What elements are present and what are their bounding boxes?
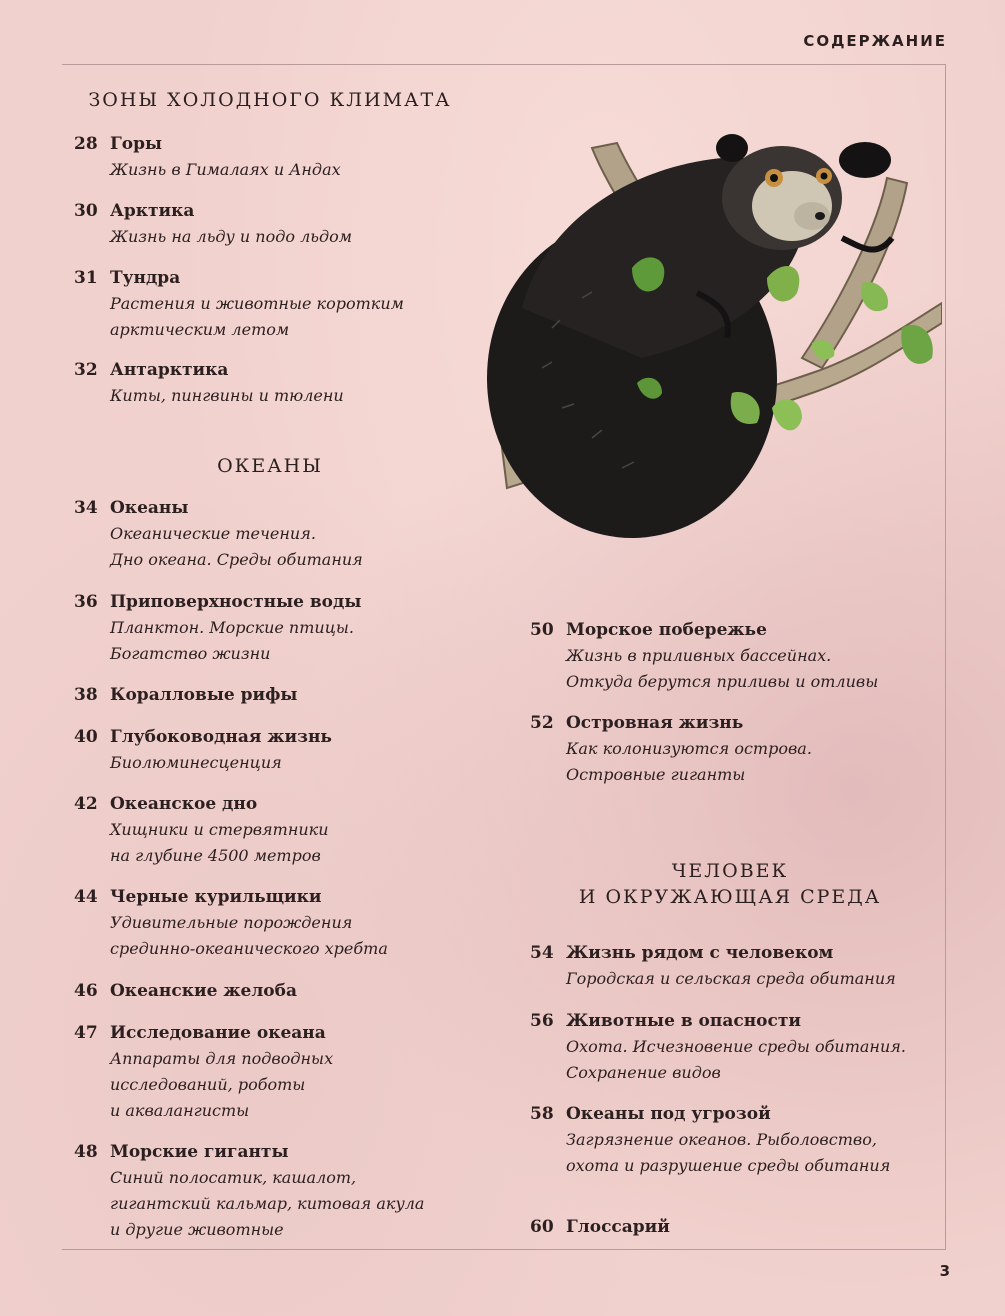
toc-entry-page-number: 31	[74, 268, 98, 288]
toc-entry-description-line: Как колонизуются острова.	[566, 739, 812, 758]
toc-entry-description-line: Биолюминесценция	[110, 753, 282, 772]
toc-entry-title: Глоссарий	[566, 1217, 670, 1237]
toc-entry-title: Морское побережье	[566, 620, 767, 640]
toc-entry	[530, 710, 930, 788]
toc-entry-description-line: Планктон. Морские птицы.	[110, 618, 354, 637]
toc-entry-description-line: Богатство жизни	[110, 644, 271, 663]
toc-entry-page-number: 40	[74, 727, 98, 747]
toc-entry-page-number: 56	[530, 1011, 554, 1031]
toc-entry-page-number: 44	[74, 887, 98, 907]
toc-entry-title: Горы	[110, 134, 163, 154]
toc-entry	[530, 1214, 930, 1240]
toc-entry-page-number: 32	[74, 360, 98, 380]
toc-entry-page-number: 50	[530, 620, 554, 640]
toc-entry-title: Коралловые рифы	[110, 685, 298, 705]
toc-entry-page-number: 47	[74, 1023, 98, 1043]
toc-entry	[530, 1101, 930, 1179]
toc-entry	[74, 682, 474, 708]
toc-entry-page-number: 30	[74, 201, 98, 221]
toc-entry-description-line: Сохранение видов	[566, 1063, 721, 1082]
toc-entry	[74, 1139, 474, 1243]
toc-entry-page-number: 34	[74, 498, 98, 518]
toc-entry-page-number: 54	[530, 943, 554, 963]
toc-entry	[74, 198, 474, 250]
toc-entry-description-line: гигантский кальмар, китовая акула	[110, 1194, 425, 1213]
toc-entry-description-line: Охота. Исчезновение среды обитания.	[566, 1037, 906, 1056]
toc-entry	[530, 940, 930, 992]
toc-entry	[74, 791, 474, 869]
toc-entry-page-number: 46	[74, 981, 98, 1001]
toc-entry-description-line: на глубине 4500 метров	[110, 846, 321, 865]
section-title-cold: ЗОНЫ ХОЛОДНОГО КЛИМАТА	[88, 89, 452, 111]
page-number: 3	[939, 1262, 950, 1280]
toc-entry-description-line: Синий полосатик, кашалот,	[110, 1168, 357, 1187]
toc-entry-description-line: и другие животные	[110, 1220, 284, 1239]
toc-entry-page-number: 52	[530, 713, 554, 733]
toc-entry-description-line: арктическим летом	[110, 320, 290, 339]
toc-entry-page-number: 36	[74, 592, 98, 612]
toc-entry-description-line: срединно-океанического хребта	[110, 939, 388, 958]
section-title-oceans: ОКЕАНЫ	[217, 455, 323, 477]
toc-entry-description-line: Хищники и стервятники	[110, 820, 329, 839]
toc-entry-title: Островная жизнь	[566, 713, 744, 733]
toc-entry-page-number: 28	[74, 134, 98, 154]
toc-entry-description-line: Островные гиганты	[566, 765, 746, 784]
toc-entry-page-number: 58	[530, 1104, 554, 1124]
toc-entry	[74, 884, 474, 962]
toc-entry-title: Приповерхностные воды	[110, 592, 362, 612]
toc-entry	[74, 1020, 474, 1124]
toc-entry-title: Арктика	[110, 201, 195, 221]
toc-entry-title: Морские гиганты	[110, 1142, 289, 1162]
toc-entry-description-line: Загрязнение океанов. Рыболовство,	[566, 1130, 877, 1149]
toc-entry-page-number: 60	[530, 1217, 554, 1237]
section-title-human-line1: ЧЕЛОВЕК	[671, 860, 789, 882]
toc-entry	[74, 589, 474, 667]
toc-entry-title: Животные в опасности	[566, 1011, 801, 1031]
aye-aye-illustration	[482, 108, 942, 548]
toc-entry-title: Исследование океана	[110, 1023, 326, 1043]
toc-entry-description-line: Аппараты для подводных	[110, 1049, 334, 1068]
toc-entry	[74, 265, 474, 343]
toc-entry	[74, 978, 474, 1004]
toc-entry-title: Черные курильщики	[110, 887, 322, 907]
toc-entry-title: Антарктика	[110, 360, 229, 380]
toc-entry-page-number: 38	[74, 685, 98, 705]
toc-entry-description-line: Растения и животные коротким	[110, 294, 404, 313]
toc-entry-title: Тундра	[110, 268, 181, 288]
toc-entry	[74, 357, 474, 409]
section-title-human-line2: И ОКРУЖАЮЩАЯ СРЕДА	[578, 886, 882, 908]
toc-entry-title: Океанские желоба	[110, 981, 297, 1001]
toc-entry	[74, 495, 474, 573]
toc-entry-title: Глубоководная жизнь	[110, 727, 332, 747]
toc-entry-description-line: Жизнь в приливных бассейнах.	[566, 646, 832, 665]
toc-entry-title: Жизнь рядом с человеком	[566, 943, 834, 963]
toc-entry	[530, 617, 930, 695]
toc-entry-description-line: Откуда берутся приливы и отливы	[566, 672, 879, 691]
toc-entry-title: Океаны	[110, 498, 189, 518]
toc-entry-description-line: Удивительные порождения	[110, 913, 353, 932]
toc-entry-page-number: 48	[74, 1142, 98, 1162]
toc-entry-description-line: исследований, роботы	[110, 1075, 306, 1094]
toc-entry-description-line: Дно океана. Среды обитания	[110, 550, 363, 569]
toc-entry-description-line: Жизнь на льду и подо льдом	[110, 227, 353, 246]
running-head: СОДЕРЖАНИЕ	[803, 32, 947, 50]
toc-entry-title: Океаны под угрозой	[566, 1104, 771, 1124]
toc-entry-title: Океанское дно	[110, 794, 258, 814]
toc-entry	[530, 1008, 930, 1086]
toc-entry	[74, 131, 474, 183]
toc-entry-page-number: 42	[74, 794, 98, 814]
toc-entry-description-line: и аквалангисты	[110, 1101, 250, 1120]
toc-entry-description-line: Киты, пингвины и тюлени	[110, 386, 344, 405]
toc-entry-description-line: охота и разрушение среды обитания	[566, 1156, 891, 1175]
toc-entry-description-line: Океанические течения.	[110, 524, 316, 543]
toc-entry-description-line: Городская и сельская среда обитания	[566, 969, 896, 988]
toc-entry-description-line: Жизнь в Гималаях и Андах	[110, 160, 341, 179]
toc-entry	[74, 724, 474, 776]
